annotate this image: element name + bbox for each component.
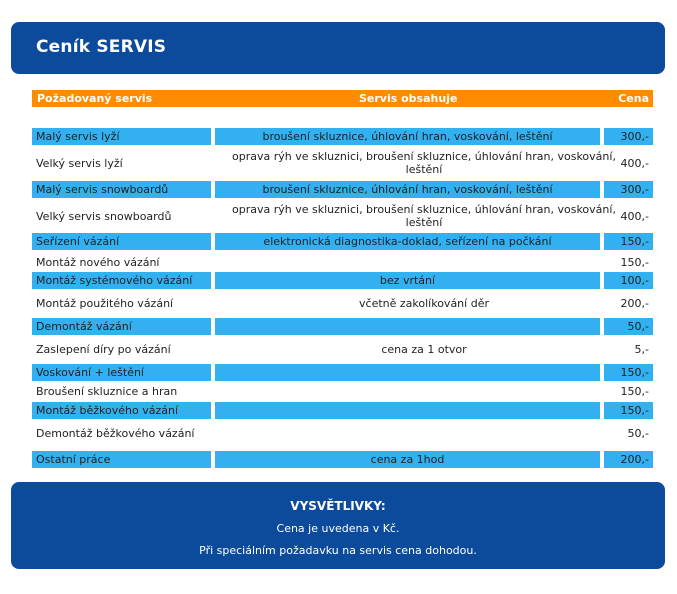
legend-title: VYSVĚTLIVKY: bbox=[290, 499, 386, 513]
table-row bbox=[32, 318, 653, 335]
service-content-cell: oprava rýh ve skluznici, broušení skluznice, úhlování hran, voskování, leštění bbox=[232, 150, 616, 176]
table-row bbox=[32, 383, 653, 400]
table-row bbox=[32, 402, 653, 419]
service-content-cell bbox=[215, 402, 600, 419]
price-cell: 400,- bbox=[620, 209, 649, 223]
table-row bbox=[32, 254, 653, 271]
service-content-cell: cena za 1 otvor bbox=[381, 343, 467, 356]
service-content-cell: oprava rýh ve skluznici, broušení skluznice, úhlování hran, voskování, leštění bbox=[232, 203, 616, 229]
price-cell: 100,- bbox=[604, 272, 653, 289]
service-content-cell: bez vrtání bbox=[215, 272, 600, 289]
service-content-cell bbox=[215, 423, 633, 444]
service-content-cell bbox=[215, 318, 600, 335]
service-name-cell: Montáž systémového vázání bbox=[32, 272, 211, 289]
service-name-cell: Velký servis lyží bbox=[36, 156, 123, 170]
price-cell: 200,- bbox=[604, 451, 653, 468]
price-cell: 300,- bbox=[604, 181, 653, 198]
table-row bbox=[32, 128, 653, 145]
service-content-cell: cena za 1hod bbox=[215, 451, 600, 468]
service-name-cell: Montáž nového vázání bbox=[36, 256, 160, 269]
service-content-cell: elektronická diagnostika-doklad, seřízení na počkání bbox=[215, 233, 600, 250]
service-name-cell: Montáž použitého vázání bbox=[36, 297, 174, 310]
table-row bbox=[32, 202, 653, 230]
service-content-cell bbox=[215, 254, 633, 271]
price-cell: 50,- bbox=[604, 318, 653, 335]
table-row bbox=[32, 339, 653, 360]
service-name-cell: Malý servis snowboardů bbox=[32, 181, 211, 198]
price-cell: 200,- bbox=[620, 297, 649, 310]
header-banner bbox=[11, 22, 665, 74]
legend-special-request-note: Při speciálním požadavku na servis cena dohodou. bbox=[199, 544, 477, 557]
table-row bbox=[32, 149, 653, 177]
service-content-cell: včetně zakolíkování děr bbox=[359, 297, 489, 310]
table-row bbox=[32, 272, 653, 289]
price-cell: 150,- bbox=[620, 256, 649, 269]
service-name-cell: Demontáž vázání bbox=[32, 318, 211, 335]
price-cell: 400,- bbox=[620, 156, 649, 170]
price-cell: 150,- bbox=[620, 385, 649, 398]
price-cell: 150,- bbox=[604, 364, 653, 381]
table-row bbox=[32, 364, 653, 381]
service-content-cell bbox=[215, 364, 600, 381]
service-name-cell: Zaslepení díry po vázání bbox=[36, 343, 171, 356]
service-content-cell bbox=[215, 383, 633, 400]
table-row bbox=[32, 233, 653, 250]
price-cell: 50,- bbox=[627, 427, 649, 440]
service-name-cell: Broušení skluznice a hran bbox=[36, 385, 178, 398]
legend-box bbox=[11, 482, 665, 569]
service-content-cell: broušení skluznice, úhlování hran, voskování, leštění bbox=[215, 128, 600, 145]
service-name-cell: Voskování + leštění bbox=[32, 364, 211, 381]
service-name-cell: Velký servis snowboardů bbox=[36, 209, 172, 223]
column-header-service: Požadovaný servis bbox=[37, 92, 153, 105]
table-row bbox=[32, 423, 653, 444]
column-header-content: Servis obsahuje bbox=[359, 92, 458, 105]
service-content-cell: broušení skluznice, úhlování hran, voskování, leštění bbox=[215, 181, 600, 198]
price-cell: 5,- bbox=[634, 343, 649, 356]
table-row bbox=[32, 451, 653, 468]
legend-currency-note: Cena je uvedena v Kč. bbox=[276, 522, 400, 535]
table-header bbox=[32, 90, 653, 107]
service-name-cell: Malý servis lyží bbox=[32, 128, 211, 145]
page-title: Ceník SERVIS bbox=[36, 37, 167, 57]
service-name-cell: Seřízení vázání bbox=[32, 233, 211, 250]
price-cell: 150,- bbox=[604, 402, 653, 419]
price-cell: 300,- bbox=[604, 128, 653, 145]
table-row bbox=[32, 181, 653, 198]
column-header-price: Cena bbox=[618, 92, 649, 105]
service-name-cell: Demontáž běžkového vázání bbox=[36, 427, 195, 440]
table-row bbox=[32, 293, 653, 314]
service-name-cell: Montáž běžkového vázání bbox=[32, 402, 211, 419]
service-name-cell: Ostatní práce bbox=[32, 451, 211, 468]
price-cell: 150,- bbox=[604, 233, 653, 250]
